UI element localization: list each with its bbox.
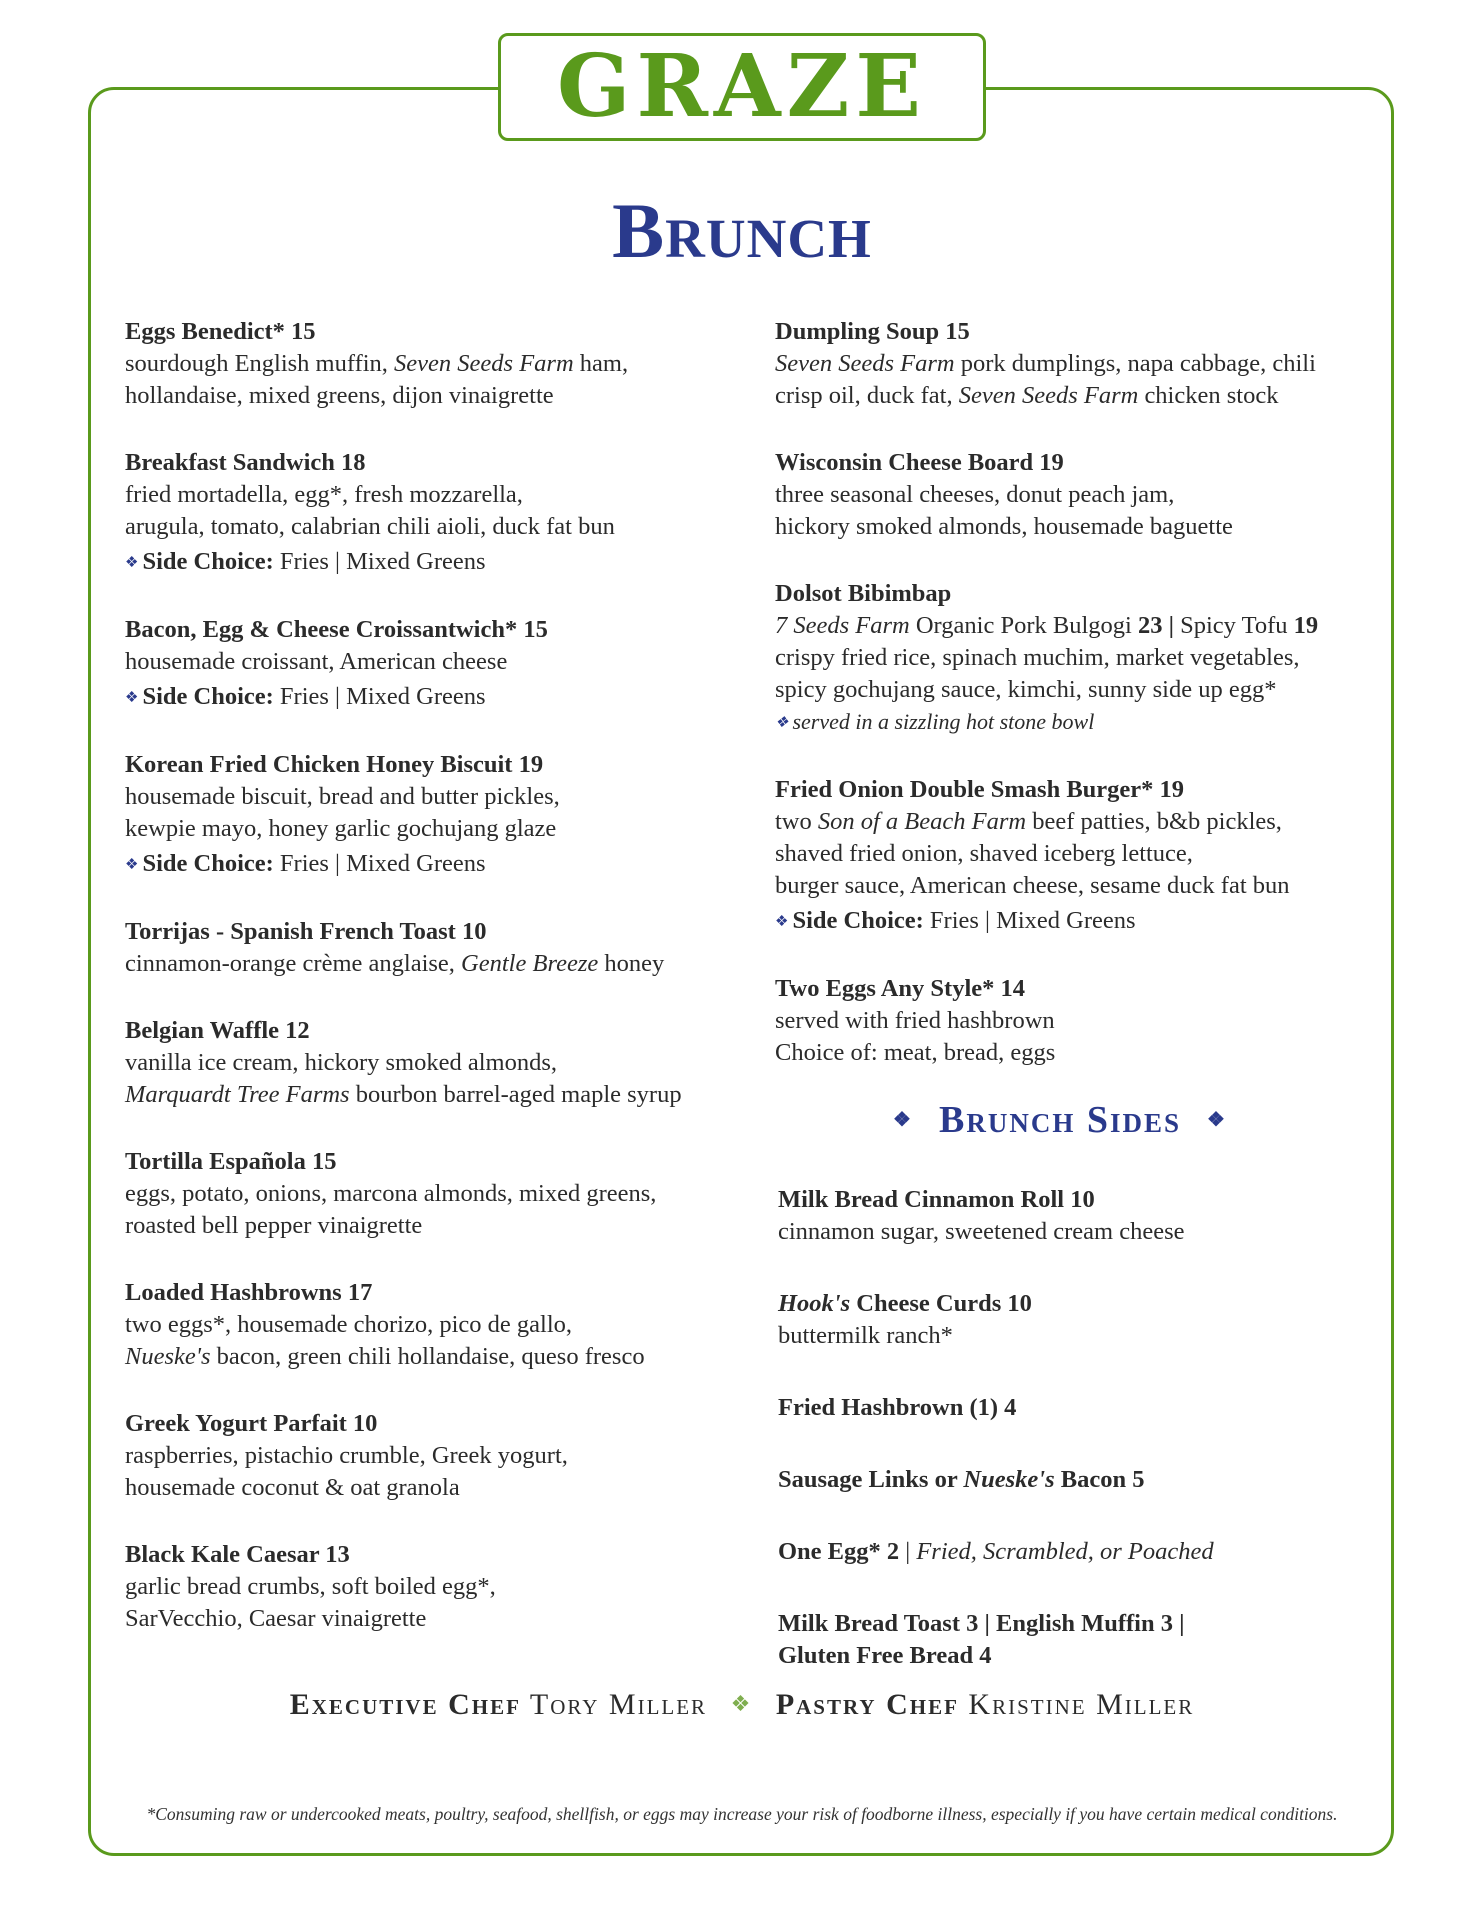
side-choice	[125, 546, 735, 579]
menu-item	[125, 447, 735, 579]
diamond-bullet-icon: ❖	[125, 555, 139, 571]
menu-item	[775, 316, 1375, 412]
side-item	[778, 1464, 1375, 1496]
menu-item	[125, 1015, 735, 1111]
menu-item	[775, 774, 1375, 938]
side-item	[778, 1608, 1375, 1672]
menu-item	[125, 749, 735, 881]
side-item-name: Fried Hashbrown (1) 4	[778, 1394, 1017, 1421]
side-item	[778, 1392, 1375, 1424]
side-choice-options: Fries | Mixed Greens	[273, 850, 486, 877]
brunch-sides-title: Brunch Sides	[938, 1099, 1181, 1141]
menu-item-description: eggs, potato, onions, marcona almonds, mixed greens, roasted bell pepper vinaigrette	[125, 1180, 657, 1239]
menu-item-name: Belgian Waffle 12	[125, 1017, 310, 1044]
exec-chef-title: Executive Chef	[289, 1688, 521, 1721]
diamond-bullet-icon: ❖	[775, 715, 789, 731]
menu-item-description: housemade biscuit, bread and butter pickles, kewpie mayo, honey garlic gochujang glaze	[125, 783, 560, 842]
graze-logo	[498, 33, 986, 141]
menu-item-description: fried mortadella, egg*, fresh mozzarella, arugula, tomato, calabrian chili aioli, duck fat bun	[125, 481, 615, 540]
diamond-bullet-icon: ❖	[125, 690, 139, 706]
brunch-sides-list	[778, 1184, 1375, 1672]
menu-item-description: 7 Seeds Farm Organic Pork Bulgogi 23 | Spicy Tofu 19 crispy fried rice, spinach muchim, market vegetables, spicy gochujang sauce, kimchi, sunny side up egg*	[775, 612, 1319, 703]
side-item-name: Milk Bread Cinnamon Roll 10	[778, 1186, 1095, 1213]
menu-column-left	[125, 316, 735, 1670]
side-choice-label: Side Choice:	[142, 850, 274, 877]
menu-item-name: Korean Fried Chicken Honey Biscuit 19	[125, 751, 544, 778]
menu-item-name: Fried Onion Double Smash Burger* 19	[775, 776, 1185, 803]
logo-text: GRAZE	[557, 36, 927, 137]
ornament-icon: ❖	[1207, 1109, 1227, 1131]
side-item-name: One Egg* 2 | Fried, Scrambled, or Poached	[778, 1538, 1214, 1565]
menu-item-name: Tortilla Española 15	[125, 1148, 337, 1175]
menu-item	[125, 316, 735, 412]
side-item	[778, 1184, 1375, 1248]
food-safety-disclaimer: *Consuming raw or undercooked meats, poultry, seafood, shellfish, or eggs may increase your risk of foodborne illness, especially if you have certain medical conditions.	[146, 1804, 1338, 1824]
page-title: Brunch	[612, 187, 872, 274]
menu-item-description: three seasonal cheeses, donut peach jam, hickory smoked almonds, housemade baguette	[775, 481, 1233, 540]
menu-item-name: Torrijas - Spanish French Toast 10	[125, 918, 487, 945]
chef-credits	[0, 1688, 1484, 1722]
exec-chef-name: Tory Miller	[529, 1688, 708, 1721]
menu-column-right	[775, 316, 1375, 1712]
menu-item	[125, 1539, 735, 1635]
menu-item-description: Seven Seeds Farm pork dumplings, napa cabbage, chili crisp oil, duck fat, Seven Seeds Farm chicken stock	[775, 350, 1316, 409]
menu-item-description: two Son of a Beach Farm beef patties, b&b pickles, shaved fried onion, shaved iceberg lettuce, burger sauce, American cheese, sesame duck fat bun	[775, 808, 1290, 899]
menu-item-description: sourdough English muffin, Seven Seeds Farm ham, hollandaise, mixed greens, dijon vinaigrette	[125, 350, 629, 409]
side-choice-options: Fries | Mixed Greens	[273, 548, 486, 575]
menu-item-name: Bacon, Egg & Cheese Croissantwich* 15	[125, 616, 548, 643]
side-choice-options: Fries | Mixed Greens	[273, 683, 486, 710]
menu-item-name: Dolsot Bibimbap	[775, 580, 952, 607]
menu-item-name: Dumpling Soup 15	[775, 318, 970, 345]
menu-item-name: Loaded Hashbrowns 17	[125, 1279, 373, 1306]
menu-item-note	[775, 706, 1375, 739]
menu-item-name: Two Eggs Any Style* 14	[775, 975, 1026, 1002]
menu-item-description: two eggs*, housemade chorizo, pico de gallo, Nueske's bacon, green chili hollandaise, queso fresco	[125, 1311, 645, 1370]
side-item	[778, 1536, 1375, 1568]
menu-item-description: cinnamon-orange crème anglaise, Gentle Breeze honey	[125, 950, 665, 977]
menu-item-name: Black Kale Caesar 13	[125, 1541, 350, 1568]
menu-item-name: Wisconsin Cheese Board 19	[775, 449, 1064, 476]
ornament-icon: ❖	[730, 1691, 753, 1716]
side-choice	[125, 848, 735, 881]
menu-item	[125, 916, 735, 980]
side-choice-label: Side Choice:	[792, 907, 924, 934]
pastry-chef-title: Pastry Chef	[775, 1688, 959, 1721]
menu-item-description: served with fried hashbrown Choice of: meat, bread, eggs	[775, 1007, 1056, 1066]
menu-item	[125, 614, 735, 714]
diamond-bullet-icon: ❖	[125, 857, 139, 873]
menu-item-note-text: served in a sizzling hot stone bowl	[792, 709, 1095, 734]
side-choice-label: Side Choice:	[142, 683, 274, 710]
menu-item	[125, 1408, 735, 1504]
side-item-description: buttermilk ranch*	[778, 1322, 953, 1349]
menu-item	[775, 578, 1375, 739]
side-item-name: Hook's Cheese Curds 10	[778, 1290, 1032, 1317]
ornament-icon: ❖	[893, 1109, 913, 1131]
side-choice-label: Side Choice:	[142, 548, 274, 575]
menu-item	[125, 1277, 735, 1373]
menu-item-description: vanilla ice cream, hickory smoked almonds, Marquardt Tree Farms bourbon barrel-aged maple syrup	[125, 1049, 682, 1108]
diamond-bullet-icon: ❖	[775, 914, 789, 930]
pastry-chef-name: Kristine Miller	[968, 1688, 1195, 1721]
menu-item-description: raspberries, pistachio crumble, Greek yogurt, housemade coconut & oat granola	[125, 1442, 568, 1501]
side-item-name: Sausage Links or Nueske's Bacon 5	[778, 1466, 1145, 1493]
menu-item	[775, 973, 1375, 1069]
menu-item	[775, 447, 1375, 543]
brunch-sides-heading	[745, 1099, 1375, 1141]
menu-item-description: housemade croissant, American cheese	[125, 648, 508, 675]
side-choice	[775, 905, 1375, 938]
menu-item	[125, 1146, 735, 1242]
menu-item-name: Greek Yogurt Parfait 10	[125, 1410, 378, 1437]
menu-item-name: Breakfast Sandwich 18	[125, 449, 366, 476]
side-choice	[125, 681, 735, 714]
side-item	[778, 1288, 1375, 1352]
side-item-description: cinnamon sugar, sweetened cream cheese	[778, 1218, 1185, 1245]
menu-item-description: garlic bread crumbs, soft boiled egg*, SarVecchio, Caesar vinaigrette	[125, 1573, 496, 1632]
side-item-name: Milk Bread Toast 3 | English Muffin 3 | Gluten Free Bread 4	[778, 1610, 1185, 1669]
menu-item-name: Eggs Benedict* 15	[125, 318, 316, 345]
side-choice-options: Fries | Mixed Greens	[923, 907, 1136, 934]
